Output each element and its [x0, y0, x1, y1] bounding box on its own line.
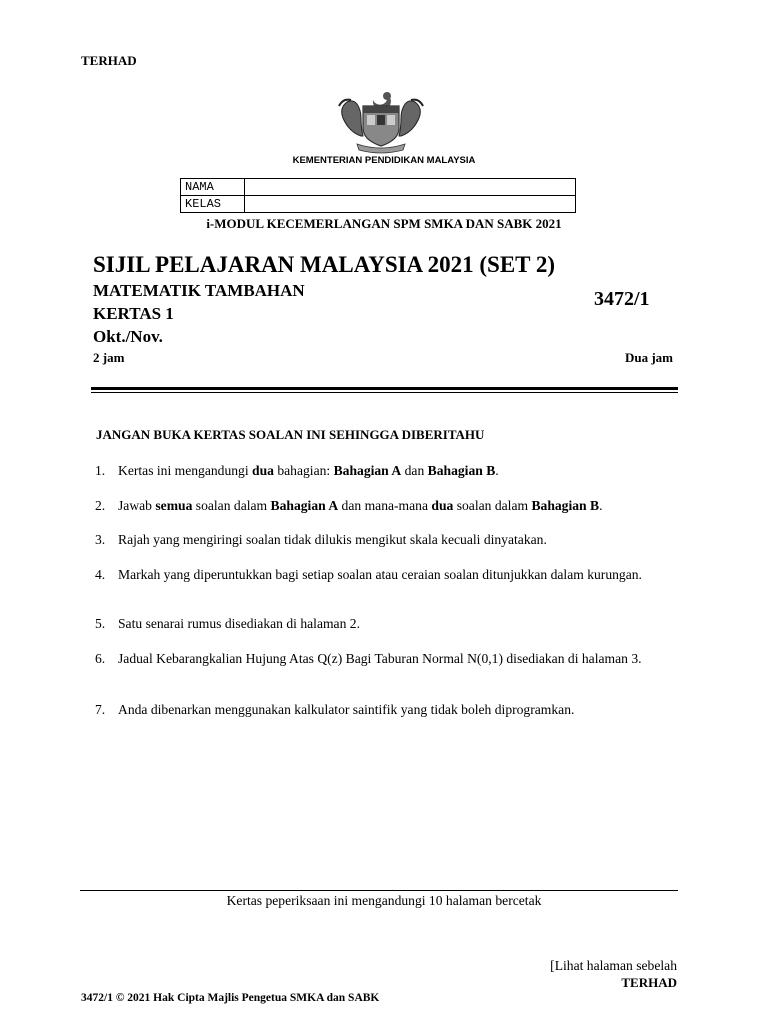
malaysia-coat-of-arms-icon — [327, 86, 435, 154]
instruction-item — [95, 615, 667, 632]
student-id-table — [180, 178, 576, 213]
instruction-text: Satu senarai rumus disediakan di halaman 2. — [118, 616, 360, 631]
subject-name: MATEMATIK TAMBAHAN — [93, 281, 305, 300]
instruction-text: Jawab semua soalan dalam Bahagian A dan mana-mana dua soalan dalam Bahagian B. — [118, 498, 603, 513]
instruction-number: 7. — [95, 702, 106, 717]
page-count-note: Kertas peperiksaan ini mengandungi 10 halaman bercetak — [226, 893, 542, 908]
duration-long: Dua jam — [624, 350, 673, 365]
instruction-item — [95, 701, 667, 718]
modul-title: i-MODUL KECEMERLANGAN SPM SMKA DAN SABK 2021 — [206, 216, 562, 231]
instruction-item — [95, 462, 667, 479]
instruction-number: 3. — [95, 532, 106, 547]
instruction-text: Rajah yang mengiringi soalan tidak dilukis mengikut skala kecuali dinyatakan. — [118, 532, 547, 547]
footer-divider — [80, 890, 678, 891]
exam-session: Okt./Nov. — [93, 327, 163, 346]
instruction-number: 5. — [95, 616, 106, 631]
divider-thin — [91, 392, 678, 393]
classification-footer: TERHAD — [621, 975, 677, 990]
name-row — [181, 179, 576, 196]
class-row — [181, 196, 576, 213]
name-label: NAMA — [181, 179, 245, 196]
ministry-name: KEMENTERIAN PENDIDIKAN MALAYSIA — [292, 155, 476, 166]
instruction-item — [95, 531, 667, 548]
name-field[interactable] — [245, 179, 576, 196]
instruction-number: 1. — [95, 463, 106, 478]
instruction-text: Kertas ini mengandungi dua bahagian: Bahagian A dan Bahagian B. — [118, 463, 499, 478]
classification-header: TERHAD — [81, 53, 137, 68]
warning-heading: JANGAN BUKA KERTAS SOALAN INI SEHINGGA DIBERITAHU — [96, 427, 485, 442]
instruction-text: Markah yang diperuntukkan bagi setiap soalan atau ceraian soalan ditunjukkan dalam kurungan. — [118, 567, 642, 582]
copyright-line — [81, 992, 379, 1004]
instruction-text: Anda dibenarkan menggunakan kalkulator saintifik yang tidak boleh diprogramkan. — [118, 702, 575, 717]
instruction-number: 4. — [95, 567, 106, 582]
instruction-number: 2. — [95, 498, 106, 513]
instruction-item — [95, 497, 667, 514]
next-page-note: [Lihat halaman sebelah — [550, 958, 677, 973]
instruction-number: 6. — [95, 651, 106, 666]
copyright-code: 3472/1 — [81, 992, 113, 1004]
exam-title: SIJIL PELAJARAN MALAYSIA 2021 (SET 2) — [93, 252, 556, 277]
copyright-text: © 2021 Hak Cipta Majlis Pengetua SMKA dan SABK — [115, 992, 380, 1004]
instruction-item — [95, 650, 667, 667]
duration-short: 2 jam — [93, 350, 125, 365]
class-label: KELAS — [181, 196, 245, 213]
divider-thick — [91, 387, 678, 390]
class-field[interactable] — [245, 196, 576, 213]
paper-code: 3472/1 — [594, 288, 650, 310]
instruction-text: Jadual Kebarangkalian Hujung Atas Q(z) Bagi Taburan Normal N(0,1) disediakan di halaman 3. — [118, 651, 642, 666]
paper-number: KERTAS 1 — [93, 304, 174, 323]
instruction-item — [95, 566, 667, 583]
